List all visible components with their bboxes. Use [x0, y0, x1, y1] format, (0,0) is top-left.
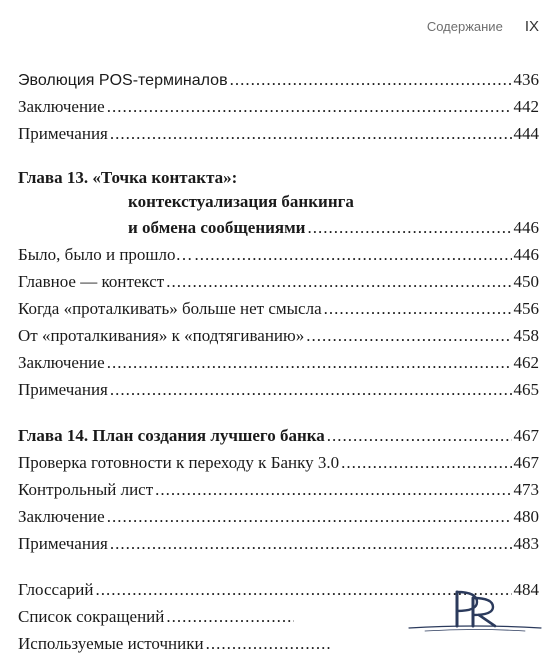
chapter-13-title-row[interactable] — [18, 214, 539, 241]
running-head-section-title: Содержание — [426, 19, 503, 34]
toc-entry-page: 467 — [513, 453, 539, 472]
toc-entry[interactable] — [18, 376, 539, 403]
toc-entry-page: 483 — [513, 534, 539, 553]
spacer — [18, 147, 539, 166]
toc-leader-dots — [110, 530, 512, 557]
chapter-13-title-line-1[interactable]: Глава 13. «Точка контакта»: — [18, 168, 238, 187]
toc-entry[interactable] — [18, 349, 539, 376]
toc-leader-dots — [107, 349, 512, 376]
toc-entry-label: Эволюция POS-терминалов — [18, 72, 228, 89]
running-head — [427, 18, 539, 35]
toc-leader-dots — [230, 66, 512, 93]
toc-entry-page: 450 — [513, 272, 539, 291]
toc-entry-page: 458 — [513, 326, 539, 345]
toc-entry[interactable] — [18, 241, 539, 268]
toc-entry-label: Контрольный лист — [18, 480, 154, 499]
toc-entry-page: 462 — [513, 353, 539, 372]
toc-entry[interactable] — [18, 295, 539, 322]
toc-entry-label: Список сокращений — [18, 607, 165, 626]
chapter-14-page: 467 — [513, 426, 539, 445]
table-of-contents — [18, 66, 539, 657]
toc-leader-dots — [307, 214, 511, 241]
toc-entry-page: 444 — [513, 124, 539, 143]
toc-entry-page: 446 — [513, 245, 539, 264]
toc-leader-dots — [327, 422, 512, 449]
page-folio: IX — [524, 18, 539, 35]
toc-entry[interactable] — [18, 530, 539, 557]
chapter-13 — [18, 166, 539, 241]
toc-entry-label: Примечания — [18, 380, 108, 399]
publisher-monogram-logo-icon — [405, 584, 545, 634]
toc-leader-dots — [107, 503, 512, 530]
toc-entry-label: Заключение — [18, 353, 105, 372]
toc-entry[interactable] — [18, 66, 539, 93]
toc-entry-label: Когда «проталкивать» больше нет смысла — [18, 299, 322, 318]
toc-leader-dots — [206, 630, 332, 657]
toc-entry-label: Проверка готовности к переходу к Банку 3.0 — [18, 453, 340, 472]
toc-entry-page: 473 — [513, 480, 539, 499]
toc-entry[interactable] — [18, 630, 539, 657]
toc-entry-label: Используемые источники — [18, 634, 204, 653]
chapter-13-page: 446 — [513, 218, 539, 237]
toc-entry-label: Примечания — [18, 534, 108, 553]
toc-entry-label: Заключение — [18, 507, 105, 526]
chapter-14-title: Глава 14. План создания лучшего банка — [18, 426, 325, 445]
toc-leader-dots — [166, 268, 511, 295]
chapter-14-title-row[interactable] — [18, 422, 539, 449]
toc-entry-label: От «проталкивания» к «подтягиванию» — [18, 326, 305, 345]
toc-entry-label: Примечания — [18, 124, 108, 143]
toc-entry-label: Глоссарий — [18, 580, 94, 599]
toc-entry-page: 484 — [513, 580, 539, 599]
toc-entry-page: 442 — [513, 97, 539, 116]
toc-leader-dots — [306, 322, 511, 349]
spacer — [18, 403, 539, 422]
toc-leader-dots — [324, 295, 512, 322]
toc-entry-page: 480 — [513, 507, 539, 526]
toc-entry[interactable] — [18, 268, 539, 295]
toc-entry[interactable] — [18, 476, 539, 503]
spacer — [18, 557, 539, 576]
toc-entry-label: Заключение — [18, 97, 105, 116]
toc-entry[interactable] — [18, 120, 539, 147]
toc-entry-page: 436 — [513, 70, 539, 89]
chapter-13-title-line-2[interactable]: контекстуализация банкинга — [128, 192, 354, 211]
toc-entry-label: Главное — контекст — [18, 272, 165, 291]
toc-entry-label: Было, было и прошло… — [18, 245, 193, 264]
toc-leader-dots — [166, 603, 294, 630]
toc-leader-dots — [195, 241, 512, 268]
toc-entry[interactable] — [18, 93, 539, 120]
toc-leader-dots — [341, 449, 511, 476]
toc-leader-dots — [110, 376, 512, 403]
toc-entry[interactable] — [18, 322, 539, 349]
toc-leader-dots — [110, 120, 512, 147]
chapter-13-title-line-3: и обмена сообщениями — [128, 218, 306, 237]
toc-entry-page: 465 — [513, 380, 539, 399]
toc-entry[interactable] — [18, 449, 539, 476]
toc-entry[interactable] — [18, 503, 539, 530]
toc-leader-dots — [107, 93, 512, 120]
toc-leader-dots — [155, 476, 511, 503]
toc-entry-page: 456 — [513, 299, 539, 318]
